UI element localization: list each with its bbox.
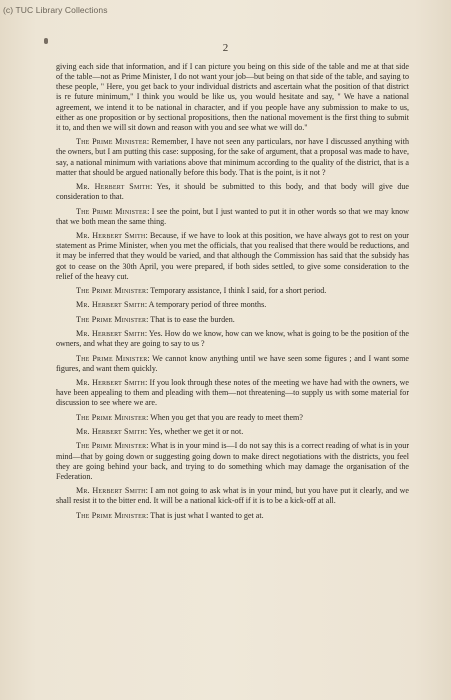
paragraph-text: Temporary assistance, I think I said, for a short period. — [150, 286, 327, 296]
paragraph-text: Remember, I have not seen any particulars, nor have I discussed anything with the owners, but I am putting this case: supposing, for the sake of argument, that a proposal was made to have, say, a national minimum with variations above that minimum according to the quality of the district, that is a matter that should be argued nationally before this body. That is the point, is it not ? — [56, 137, 409, 177]
paragraph-text: Yes, it should be submitted to this body, and that body will give due consideration to that. — [56, 182, 409, 202]
speaker-name: Mr. Herbert Smith — [76, 300, 145, 310]
paragraph: Mr. Herbert Smith: Yes, whether we get it or not. — [76, 427, 244, 437]
paragraph: The Prime Minister: What is in your mind is—I do not say this is a correct reading of what is in your mind—that by going down or suggesting going down to make direct negotiations with the districts, you feel they are going behind your back, and trying to do something which may damage the organisation of the Federation. — [56, 441, 410, 481]
paragraph: The Prime Minister: Remember, I have not seen any particulars, nor have I discussed anything with the owners, but I am putting this case: supposing, for the sake of argument, that a proposal was made to have, say, a national minimum with variations above that minimum according to the quality of the district, that is a matter that should be argued nationally before this body. That is the point, is it not ? — [56, 137, 409, 177]
paragraph-text: What is in your mind is—I do not say this is a correct reading of what is in your mind—that by going down or suggesting going down to make direct negotiations with the districts, you feel they are going behind your back, and trying to do something which may damage the organisation of the Federation. — [56, 441, 410, 481]
speaker-name: The Prime Minister — [76, 286, 147, 296]
speaker-name: The Prime Minister — [76, 137, 147, 147]
speaker-name: Mr. Herbert Smith — [76, 486, 146, 496]
speaker-name: Mr. Herbert Smith — [76, 182, 151, 192]
paragraph: The Prime Minister: When you get that you are ready to meet them? — [76, 412, 303, 422]
paragraph: Mr. Herbert Smith: If you look through these notes of the meeting we have had with the owners, we have been appealing to them and pleading with them—not threatening—to supply us with some material for discussion to see where we are. — [56, 378, 409, 408]
paragraph-text: That is to ease the burden. — [150, 314, 235, 324]
page-number: 2 — [222, 42, 229, 54]
paragraph-text: Yes. How do we know, how can we know, what is going to be the position of the owners, and what they are going to say to us ? — [56, 329, 409, 349]
paragraph: Mr. Herbert Smith: A temporary period of three months. — [76, 300, 267, 310]
paragraph — [56, 62, 409, 133]
paragraph: The Prime Minister: I see the point, but I just wanted to put it in other words so that we may know that we both mean the same thing. — [56, 206, 409, 226]
paragraph-text: We cannot know anything until we have seen some figures ; and I want some figures, and want them quickly. — [56, 353, 410, 373]
speaker-name: The Prime Minister — [76, 412, 147, 422]
paragraph: Mr. Herbert Smith: Yes. How do we know, how can we know, what is going to be the position of the owners, and what they are going to say to us ? — [56, 329, 409, 349]
paragraph-text: Because, if we have to look at this position, we have always got to rest on your statement as Prime Minister, when you met the officials, that you realised that there would be reductions, and it may be inferred that they would be varied, and that although the Commission has said that the subsidy has got to cease on the 30th April, you were prepared, if both sides settled, to give some consideration to the relief of the heavy cut. — [56, 231, 409, 281]
speaker-name: Mr. Herbert Smith — [76, 378, 146, 388]
paragraph: Mr. Herbert Smith: Yes, it should be submitted to this body, and that body will give due consideration to that. — [56, 182, 409, 202]
speaker-name: The Prime Minister — [76, 510, 147, 520]
paragraph: The Prime Minister: That is just what I wanted to get at. — [76, 510, 264, 520]
speaker-name: The Prime Minister — [76, 441, 147, 451]
speaker-name: Mr. Herbert Smith — [76, 231, 146, 241]
speaker-name: The Prime Minister — [76, 353, 148, 363]
paragraph: The Prime Minister: We cannot know anything until we have seen some figures ; and I want some figures, and want them quickly. — [56, 353, 410, 373]
speaker-name: Mr. Herbert Smith — [76, 329, 145, 339]
speaker-name: The Prime Minister — [76, 206, 148, 216]
paragraph-text: I see the point, but I just wanted to put it in other words so that we may know that we both mean the same thing. — [56, 206, 409, 226]
paragraph-text: When you get that you are ready to meet them? — [150, 412, 303, 422]
paragraph-text: Yes, whether we get it or not. — [148, 427, 244, 437]
speaker-name: The Prime Minister — [76, 314, 147, 324]
speaker-name: Mr. Herbert Smith — [76, 427, 145, 437]
paragraph-text: I am not going to ask what is in your mind, but you have put it clearly, and we shall resist it to the bitter end. It will be a national kick-off if it is to be a kick-off at all. — [56, 486, 410, 506]
paragraph: Mr. Herbert Smith: I am not going to ask what is in your mind, but you have put it clearly, and we shall resist it to the bitter end. It will be a national kick-off if it is to be a kick-off at all. — [56, 486, 410, 506]
copyright-watermark: (c) TUC Library Collections — [3, 5, 108, 15]
paragraph: The Prime Minister: That is to ease the burden. — [76, 314, 235, 324]
paragraph: Mr. Herbert Smith: Because, if we have to look at this position, we have always got to rest on your statement as Prime Minister, when you met the officials, that you realised that there would be reductions, and it may be inferred that they would be varied, and that although the Commission has said that the subsidy has got to cease on the 30th April, you were prepared, if both sides settled, to give some consideration to the relief of the heavy cut. — [56, 231, 409, 281]
paragraph-text: If you look through these notes of the meeting we have had with the owners, we have been appealing to them and pleading with them—not threatening—to supply us with some material for discussion to see where we are. — [56, 378, 409, 408]
paragraph-text: That is just what I wanted to get at. — [150, 510, 264, 520]
paragraph-text: A temporary period of three months. — [148, 300, 267, 310]
paragraph-text: giving each side that information, and if I can picture you being on this side of the table and me at that side of the table—not as Prime Minister, I do not want your job—but being on that side of the table, and saying to these people, " Here, you get back to your individual districts and ascertain what the position of that district is re future minimum," I think you would be like us, you would hesitate and say, " We have a national agreement, we intend it to be national in character, and if you people have any submission to make to us, either as one proposition or by sectional propositions, then the national movement is the first thing to submit it to, and then we will sit down and reason with you and see what we will do." — [56, 62, 409, 132]
transcript-body — [56, 62, 409, 525]
paragraph: The Prime Minister: Temporary assistance, I think I said, for a short period. — [76, 286, 327, 296]
